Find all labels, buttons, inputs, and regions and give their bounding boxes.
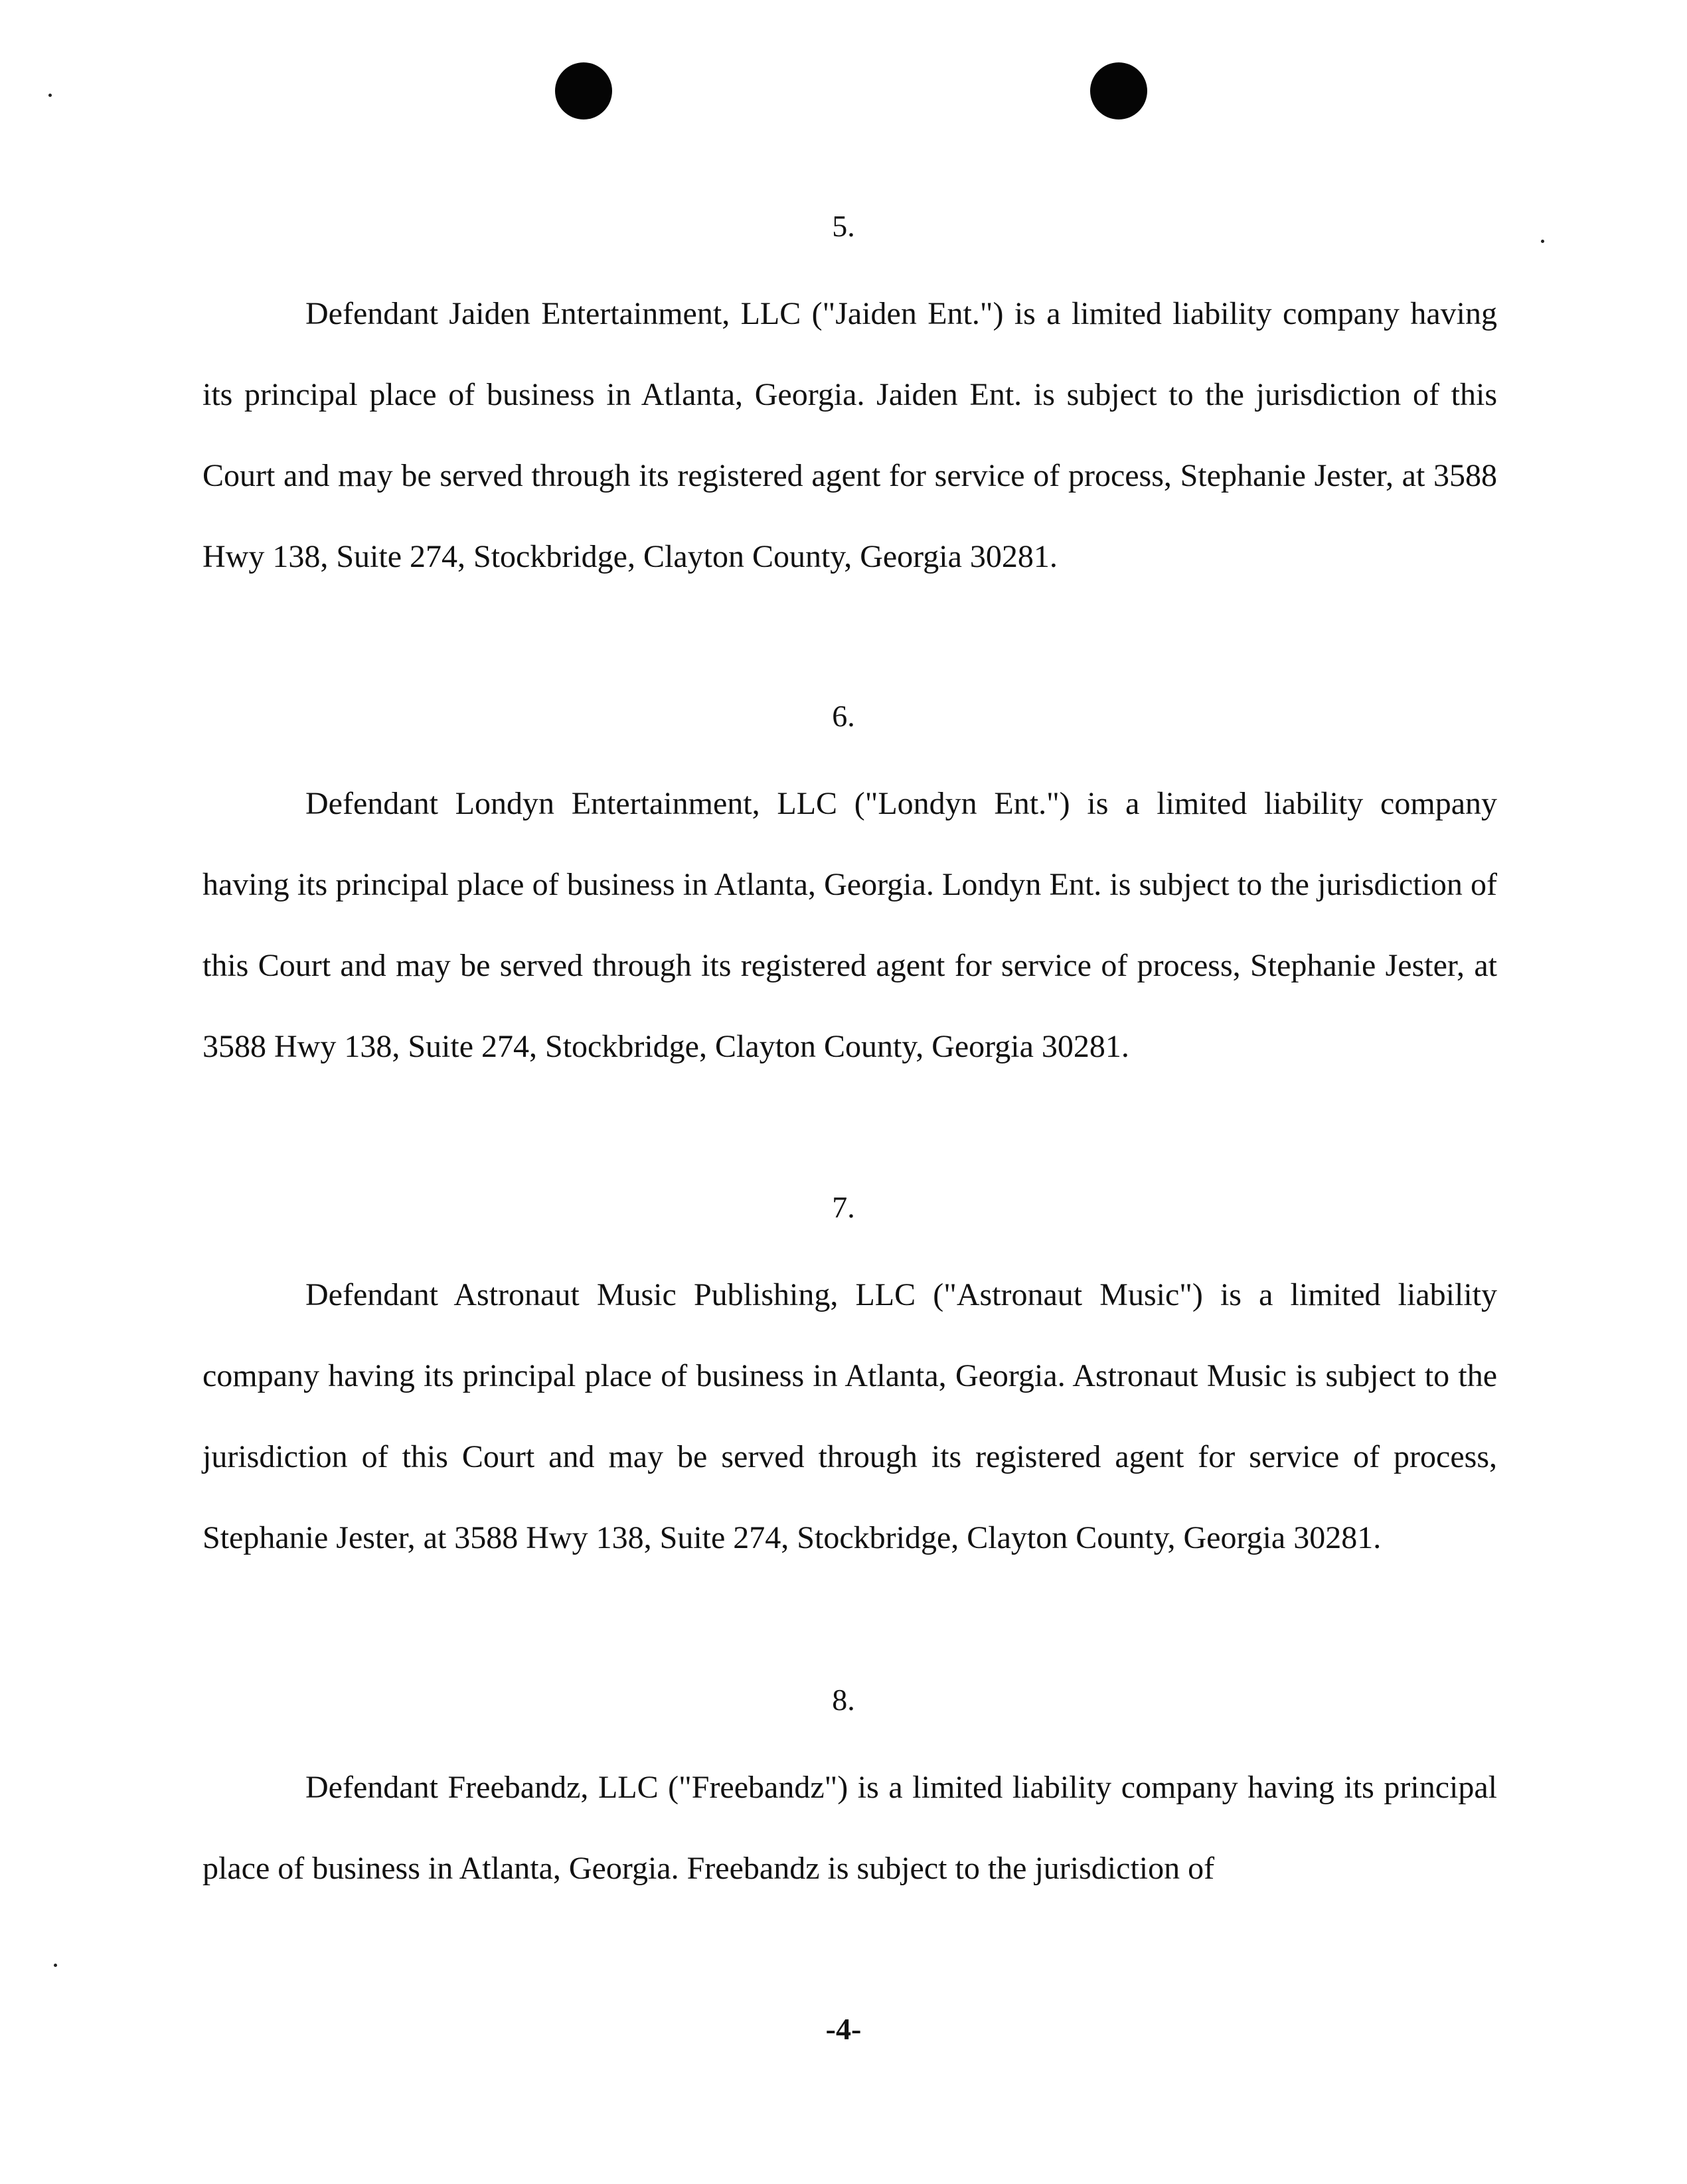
section-number: 8. <box>832 1683 855 1717</box>
section-paragraph: Defendant Jaiden Entertainment, LLC ("Jaiden Ent.") is a limited liability company having its principal place of business in Atlanta, Georgia. Jaiden Ent. is subject to the jurisdiction of this Court and may be served through its registered agent for service of process, Stephanie Jester, at 3588 Hwy 138, Suite 274, Stockbridge, Clayton County, Georgia 30281. <box>202 296 1497 574</box>
section-paragraph: Defendant Astronaut Music Publishing, LLC ("Astronaut Music") is a limited liability company having its principal place of business in Atlanta, Georgia. Astronaut Music is subject to the jurisdiction of this Court and may be served through its registered agent for service of process, Stephanie Jester, at 3588 Hwy 138, Suite 274, Stockbridge, Clayton County, Georgia 30281. <box>202 1277 1497 1555</box>
page-number: -4- <box>825 2012 862 2046</box>
punch-hole-left <box>555 62 612 119</box>
scan-speck <box>54 1964 57 1967</box>
section-number: 7. <box>832 1190 855 1224</box>
section-paragraph: Defendant Londyn Entertainment, LLC ("Londyn Ent.") is a limited liability company having its principal place of business in Atlanta, Georgia. Londyn Ent. is subject to the jurisdiction of this Court and may be served through its registered agent for service of process, Stephanie Jester, at 3588 Hwy 138, Suite 274, Stockbridge, Clayton County, Georgia 30281. <box>202 786 1497 1064</box>
scan-speck <box>48 94 52 97</box>
section-number: 5. <box>832 209 855 243</box>
punch-hole-right <box>1090 62 1147 119</box>
section-paragraph: Defendant Freebandz, LLC ("Freebandz") is a limited liability company having its principal place of business in Atlanta, Georgia. Freebandz is subject to the jurisdiction of <box>202 1770 1497 1886</box>
section-number: 6. <box>832 699 855 733</box>
